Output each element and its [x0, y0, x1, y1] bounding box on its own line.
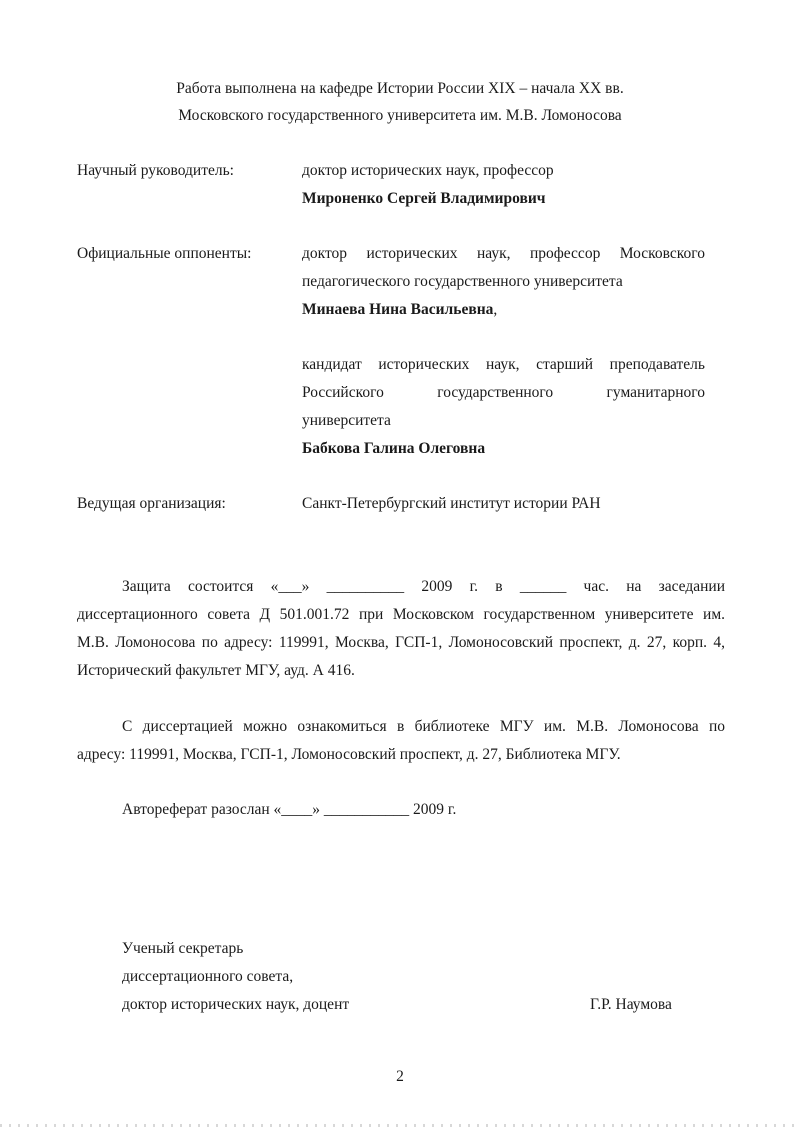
supervisor-label: Научный руководитель: — [77, 162, 234, 179]
opponent-2-line-2: Российского государственного гуманитарного — [302, 384, 705, 401]
library-line-2: адресу: 119991, Москва, ГСП-1, Ломоносовский проспект, д. 27, Библиотека МГУ. — [77, 746, 621, 763]
lead-org-label: Ведущая организация: — [77, 495, 226, 512]
opponent-1-punct: , — [493, 301, 498, 318]
defense-line-2: диссертационного совета Д 501.001.72 при Московском государственном университете им. — [77, 606, 725, 623]
lead-org-value: Санкт-Петербургский институт истории РАН — [302, 495, 601, 512]
secretary-line-2: диссертационного совета, — [122, 968, 294, 985]
opponent-2-line-3: университета — [302, 412, 391, 429]
header-line-1: Работа выполнена на кафедре Истории России XIX – начала XX вв. — [176, 80, 624, 97]
page-number: 2 — [396, 1068, 404, 1085]
opponents-label: Официальные оппоненты: — [77, 245, 252, 262]
secretary-line-3: доктор исторических наук, доцент — [122, 996, 350, 1013]
supervisor-title: доктор исторических наук, профессор — [302, 162, 554, 179]
opponent-1-line-2: педагогического государственного университета — [302, 273, 623, 290]
opponent-1-name: Минаева Нина Васильевна — [302, 301, 494, 318]
opponent-1-line-1: доктор исторических наук, профессор Московского — [302, 245, 705, 262]
opponent-2-line-1: кандидат исторических наук, старший преподаватель — [302, 356, 705, 373]
opponent-1-name-row — [302, 301, 497, 320]
sent-line: Автореферат разослан «____» ___________ 2009 г. — [122, 801, 457, 818]
defense-line-1: Защита состоится «___» __________ 2009 г. в ______ час. на заседании — [122, 578, 725, 595]
defense-line-3: М.В. Ломоносова по адресу: 119991, Москва, ГСП-1, Ломоносовский проспект, д. 27, корп. 4, — [77, 634, 725, 651]
supervisor-name: Мироненко Сергей Владимирович — [302, 190, 546, 207]
defense-line-4: Исторический факультет МГУ, ауд. А 416. — [77, 662, 355, 679]
scan-edge-divider — [0, 1124, 800, 1127]
secretary-name: Г.Р. Наумова — [590, 996, 672, 1013]
secretary-line-1: Ученый секретарь — [122, 940, 244, 957]
library-line-1: С диссертацией можно ознакомиться в библиотеке МГУ им. М.В. Ломоносова по — [122, 718, 725, 735]
header-line-2: Московского государственного университета им. М.В. Ломоносова — [178, 107, 622, 124]
opponent-2-name: Бабкова Галина Олеговна — [302, 440, 486, 457]
